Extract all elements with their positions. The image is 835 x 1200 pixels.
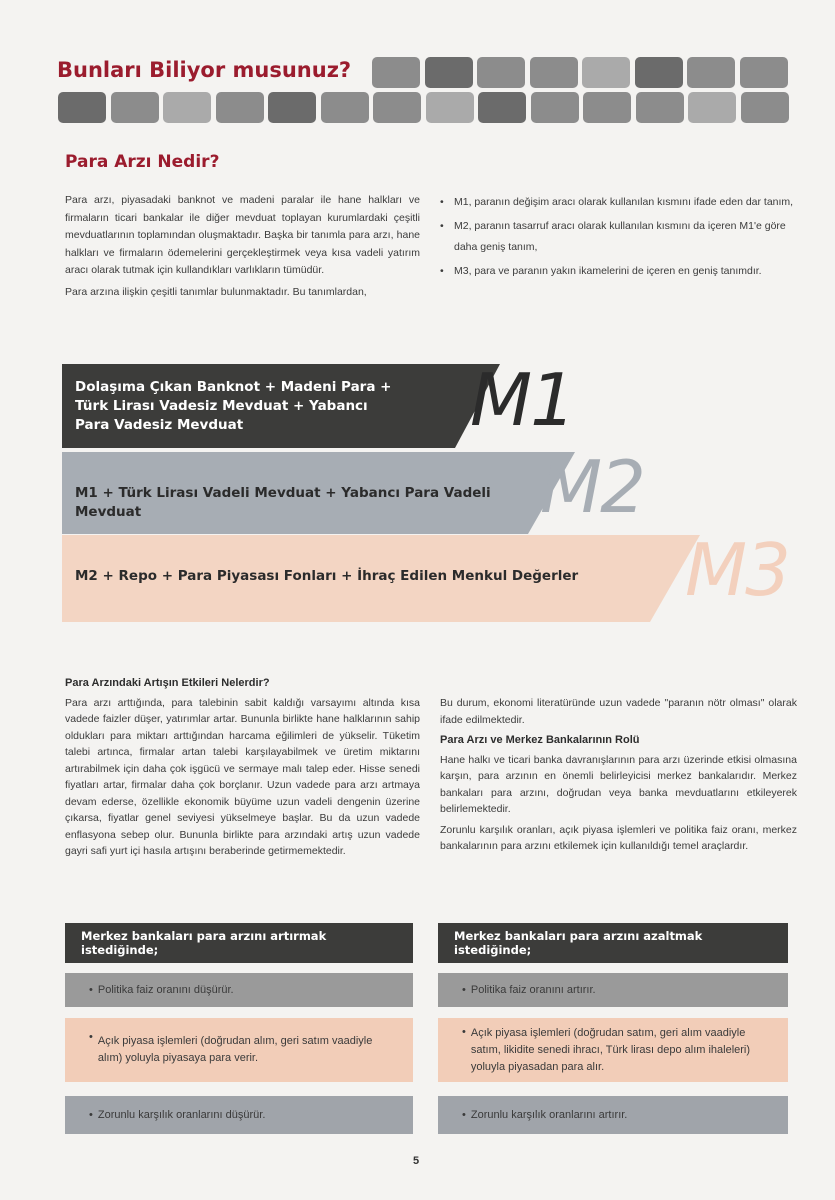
page-number: 5 (413, 1155, 420, 1167)
bullet-m3: • M3, para ve paranın yakın ikamelerini de içeren en geniş tanımdır. (440, 261, 800, 282)
decorative-tile (111, 92, 159, 123)
increase-item-3: • Zorunlu karşılık oranlarını düşürür. (65, 1096, 413, 1134)
effects-right-column (440, 695, 797, 859)
band-m1-text: Dolaşıma Çıkan Banknot + Madeni Para + Türk Lirası Vadesiz Mevduat + Yabancı Para Vadesiz Mevduat (75, 379, 392, 433)
decorative-tile (321, 92, 369, 123)
intro-text (65, 192, 420, 305)
decorative-tile (636, 92, 684, 123)
decorative-tile (373, 92, 421, 123)
decorative-tile (741, 92, 789, 123)
decrease-item-3: • Zorunlu karşılık oranlarını artırır. (438, 1096, 788, 1134)
page-header-title: Bunları Biliyor musunuz? (57, 58, 352, 82)
label-m1: M1 (470, 358, 574, 442)
intro-paragraph: Para arzına ilişkin çeşitli tanımlar bulunmaktadır. Bu tanımlardan, (65, 285, 367, 298)
decorative-tile (216, 92, 264, 123)
bullet-m1: • M1, paranın değişim aracı olarak kullanılan kısmını ifade eden dar tanım, (440, 192, 800, 213)
definition-bullet-list (440, 192, 800, 285)
neutrality-paragraph: Bu durum, ekonomi literatüründe uzun vadede "paranın nötr olması" olarak ifade edilmektedir. (440, 697, 797, 726)
decorative-tile (688, 92, 736, 123)
increase-box-title: Merkez bankaları para arzını artırmak istediğinde; (65, 923, 413, 963)
label-m3: M3 (685, 528, 789, 612)
decorative-tile (635, 57, 683, 88)
role-heading: Para Arzı ve Merkez Bankalarının Rolü (440, 734, 640, 746)
decrease-item-2: • Açık piyasa işlemleri (doğrudan satım, geri alım vaadiyle satım, likidite senedi ihracı, Türk lirası depo alım ihaleleri) yoluyla piyasadan para alır. (438, 1018, 788, 1082)
decorative-tile (531, 92, 579, 123)
effects-heading: Para Arzındaki Artışın Etkileri Nelerdir? (65, 677, 270, 689)
increase-item-2: • Açık piyasa işlemleri (doğrudan alım, geri satım vaadiyle alım) yoluyla piyasaya para verir. (65, 1018, 413, 1082)
decorative-tile (687, 57, 735, 88)
decorative-tile (477, 57, 525, 88)
label-m2: M2 (540, 445, 644, 529)
effects-left-column (65, 675, 420, 864)
decorative-tile (268, 92, 316, 123)
decorative-tile (425, 57, 473, 88)
decrease-box-title: Merkez bankaları para arzını azaltmak istediğinde; (438, 923, 788, 963)
role-paragraph: Zorunlu karşılık oranları, açık piyasa işlemleri ve politika faiz oranı, merkez bankalarının para arzını etkilemek için kullanıldığı temel araçlardır. (440, 823, 797, 852)
increase-item-1: • Politika faiz oranını düşürür. (65, 973, 413, 1007)
intro-paragraph: Para arzı, piyasadaki banknot ve madeni paralar ile hane halkları ve firmaların ticari bankalar ile diğer mevduat toplayan kurumlardaki çeşitli mevduatlarının toplamından oluşmaktadır. Başka bir tanımla para arzı, hane halkları ve firmaların ödemelerini gerçekleştirmek veya kısa vadeli yatırım aracı olarak tutmak için kullandıkları varlıkların tümüdür. (65, 194, 420, 276)
band-m2-text: M1 + Türk Lirası Vadeli Mevduat + Yabancı Para Vadeli Mevduat (75, 485, 491, 520)
decorative-tile (58, 92, 106, 123)
decorative-tile (426, 92, 474, 123)
decorative-tile (583, 92, 631, 123)
decorative-tile (372, 57, 420, 88)
decrease-item-1: • Politika faiz oranını artırır. (438, 973, 788, 1007)
decorative-tile (530, 57, 578, 88)
decorative-tile (478, 92, 526, 123)
section-title: Para Arzı Nedir? (65, 152, 220, 172)
effects-paragraph: Para arzı arttığında, para talebinin sabit kaldığı varsayımı altında kısa vadede faizler düşer, yatırımlar artar. Bununla birlikte hane halklarının sahip oldukları para miktarı arttığından harcama eğilimleri de yükselir. Tüketim talebi artınca, firmalar artan talebi karşılayabilmek ve üretim miktarını artırabilmek için daha çok işgücü ve sermaye malı talep eder. Hisse senedi fiyatları artar, firmalar daha çok borçlanır. Uzun vadede para arzı artmaya devam ederse, özellikle ekonomik büyüme uzun vadeli dengenin üzerine çıkarsa, fiyatlar genel seviyesi yükselmeye başlar. Bu da uzun vadede enflasyona sebep olur. Bununla birlikte para arzındaki artış uzun vadede gayri safi yurt içi hasıla artışını beraberinde getirmemektedir. (65, 696, 420, 857)
decorative-tile (740, 57, 788, 88)
decorative-tile (582, 57, 630, 88)
band-m3-text: M2 + Repo + Para Piyasası Fonları + İhraç Edilen Menkul Değerler (75, 568, 579, 584)
role-paragraph: Hane halkı ve ticari banka davranışlarının para arzı üzerinde etkisi olmasına karşın, para arzının en önemli belirleyicisi merkez bankalarıdır. Merkez bankaları para arzını, doğrudan veya banka mevduatlarını etkileyerek belirlemektedir. (440, 753, 797, 815)
bullet-m2: • M2, paranın tasarruf aracı olarak kullanılan kısmını da içeren M1'e göre daha geniş tanım, (440, 216, 800, 258)
decorative-tile (163, 92, 211, 123)
